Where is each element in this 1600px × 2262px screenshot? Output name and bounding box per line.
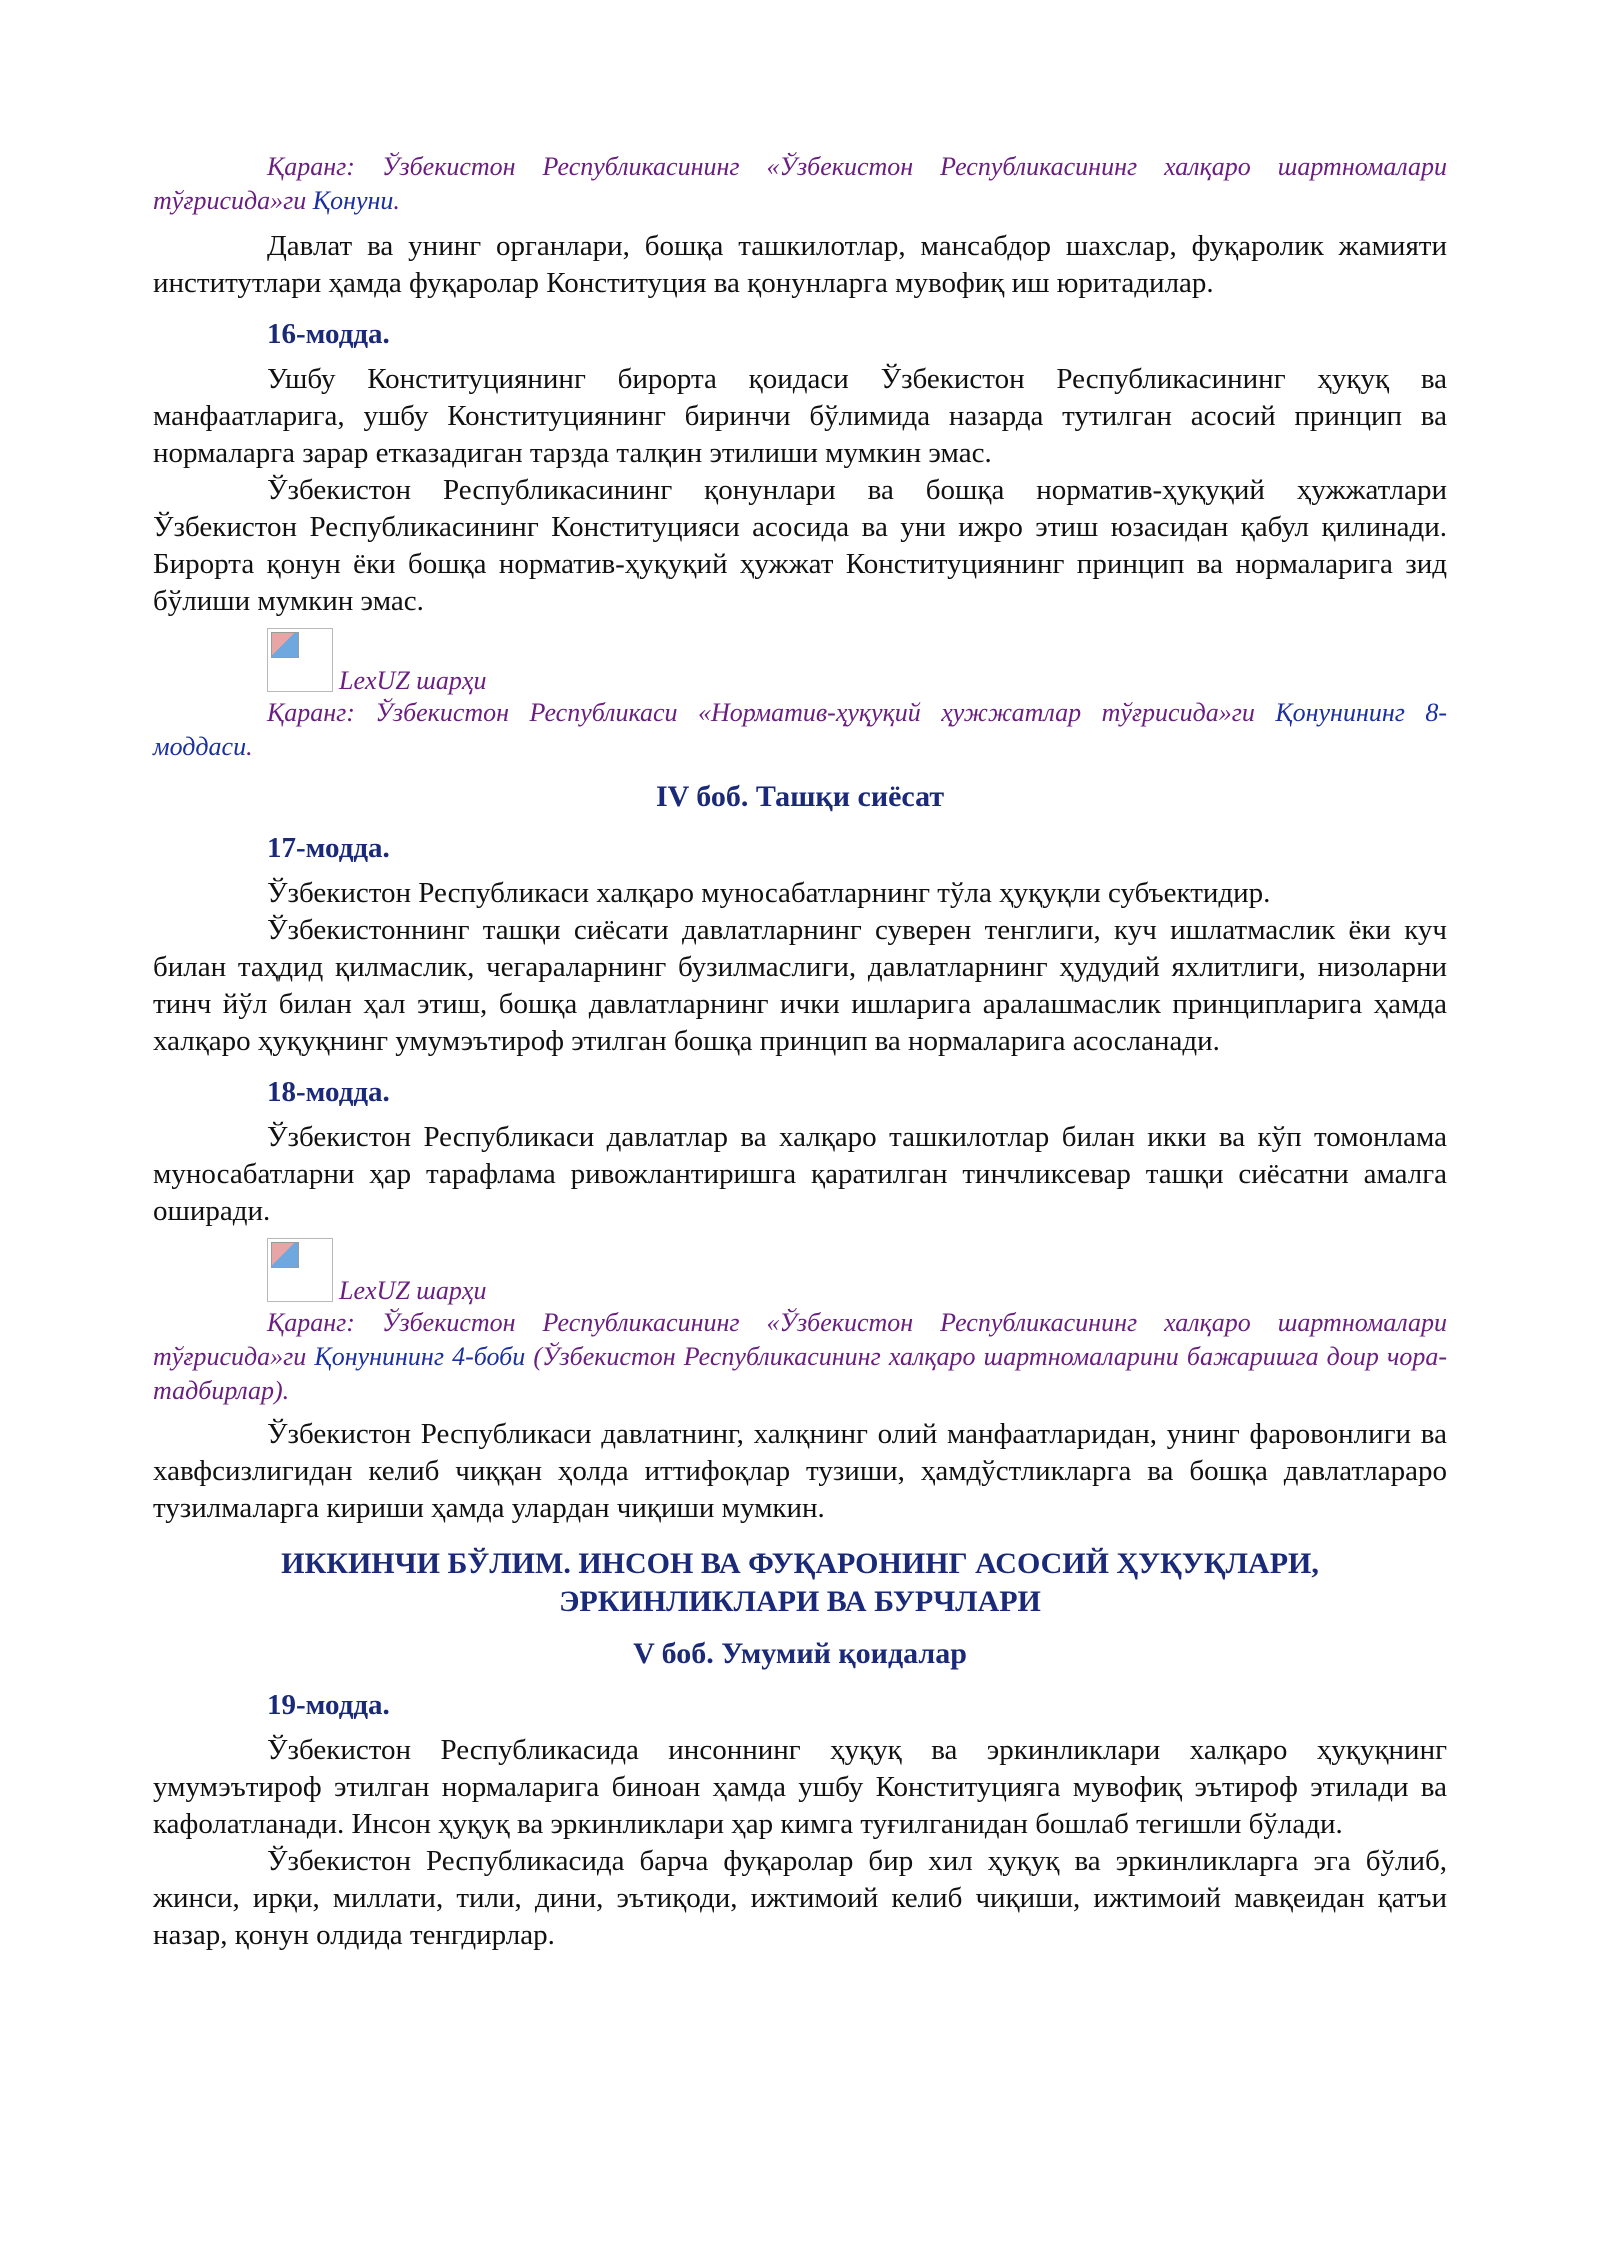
paragraph: Ушбу Конституциянинг бирорта қоидаси Ўзбекистон Республикасининг ҳуқуқ ва манфаатларига, ушбу Конституциянинг биринчи бўлимида назарда тутилган асосий принцип ва нормаларга зарар етказадиган тарзда талқин этилиши мумкин эмас. [153,363,1447,469]
paragraph: Ўзбекистон Республикаси давлатлар ва халқаро ташкилотлар билан икки ва кўп томонлама муносабатларни ҳар тарафлама ривожлантиришга қаратилган тинчликсевар ташқи сиёсатни амалга оширади. [153,1121,1447,1227]
article-19-title: 19-модда. [267,1689,390,1721]
reference-note [153,1306,1447,1408]
reference-tail: (Ўзбекистон Республикасининг халқаро шартномаларини бажаришга доир чора-тадбирлар). [153,1342,1448,1405]
paragraph: Давлат ва унинг органлари, бошқа ташкилотлар, мансабдор шахслар, фуқаролик жамияти институтлари ҳамда фуқаролар Конституция ва қонунларга мувофиқ иш юритадилар. [153,230,1447,299]
paragraph: Ўзбекистон Республикасида барча фуқаролар бир хил ҳуқуқ ва эркинликларга эга бўлиб, жинси, ирқи, миллати, тили, дини, эътиқоди, ижтимоий келиб чиқиши, ижтимоий мавқеидан қатъи назар, қонун олдида тенгдирлар. [153,1845,1447,1951]
chapter-5-title: V боб. Умумий қоидалар [633,1637,967,1670]
reference-text: Қаранг: Ўзбекистон Республикасининг «Ўзбекистон Республикасининг халқаро шартномалари тўғрисида»ги [153,1308,1447,1371]
document-page [153,150,1447,1954]
reference-text: Қаранг: Ўзбекистон Республикаси «Норматив-ҳуқуқий ҳужжатлар тўғрисида»ги [267,698,1276,727]
paragraph: Ўзбекистоннинг ташқи сиёсати давлатларнинг суверен тенглиги, куч ишлатмаслик ёки куч билан таҳдид қилмаслик, чегараларнинг бузилмаслиги, давлатларнинг ҳудудий яхлитлиги, низоларни тинч йўл билан ҳал этиш, бошқа давлатларнинг ички ишларига аралашмаслик принципларига ҳамда халқаро ҳуқуқнинг умумэътироф этилган бошқа принцип ва нормаларига асосланади. [153,914,1447,1057]
paragraph: Ўзбекистон Республикасининг қонунлари ва бошқа норматив-ҳуқуқий ҳужжатлари Ўзбекистон Республикасининг Конституцияси асосида ва уни ижро этиш юзасидан қабул қилинади. Бирорта қонун ёки бошқа норматив-ҳуқуқий ҳужжат Конституциянинг принцип ва нормаларига зид бўлиши мумкин эмас. [153,474,1447,617]
paragraph: Ўзбекистон Республикаси давлатнинг, халқнинг олий манфаатларидан, унинг фаровонлиги ва хавфсизлигидан келиб чиққан ҳолда иттифоқлар тузиши, ҳамдўстликларга ва бошқа давлатлараро тузилмаларга кириши ҳамда улардан чиқиши мумкин. [153,1418,1447,1524]
article-18-title: 18-модда. [267,1076,390,1108]
paragraph: Ўзбекистон Республикасида инсоннинг ҳуқуқ ва эркинликлари халқаро ҳуқуқнинг умумэътироф этилган нормаларига биноан ҳамда ушбу Конституцияга мувофиқ эътироф этилади ва кафолатланади. Инсон ҳуқуқ ва эркинликлари ҳар кимга туғилганидан бошлаб тегишли бўлади. [153,1734,1447,1840]
chapter-4-title: IV боб. Ташқи сиёсат [655,780,945,813]
reference-tail: . [393,186,400,215]
lexuz-comment[interactable] [267,1238,1447,1305]
reference-link[interactable]: Қонунининг 8-моддаси [153,698,1448,761]
reference-tail: . [246,732,253,761]
section-2-title [153,1545,1447,1621]
reference-text: Қаранг: Ўзбекистон Республикасининг «Ўзбекистон Республикасининг халқаро шартномалари тўғрисида»ги [153,152,1447,215]
lexuz-comment[interactable] [267,628,1447,695]
reference-link[interactable]: Қонунининг 4-боби [314,1342,526,1371]
reference-note [153,696,1447,764]
lexuz-comment-label[interactable]: LexUZ шарҳи [339,1276,487,1305]
broken-image-icon [267,628,333,692]
section-title-line-2: ЭРКИНЛИКЛАРИ ВА БУРЧЛАРИ [559,1585,1041,1618]
reference-note [153,150,1447,218]
lexuz-comment-label[interactable]: LexUZ шарҳи [339,666,487,695]
article-16-title: 16-модда. [267,318,390,350]
article-17-title: 17-модда. [267,832,390,864]
section-title-line-1: ИККИНЧИ БЎЛИМ. ИНСОН ВА ФУҚАРОНИНГ АСОСИЙ ҲУҚУҚЛАРИ, [281,1547,1319,1580]
broken-image-icon [267,1238,333,1302]
paragraph: Ўзбекистон Республикаси халқаро муносабатларнинг тўла ҳуқуқли субъектидир. [267,877,1271,909]
reference-link[interactable]: Қонуни [312,186,394,215]
